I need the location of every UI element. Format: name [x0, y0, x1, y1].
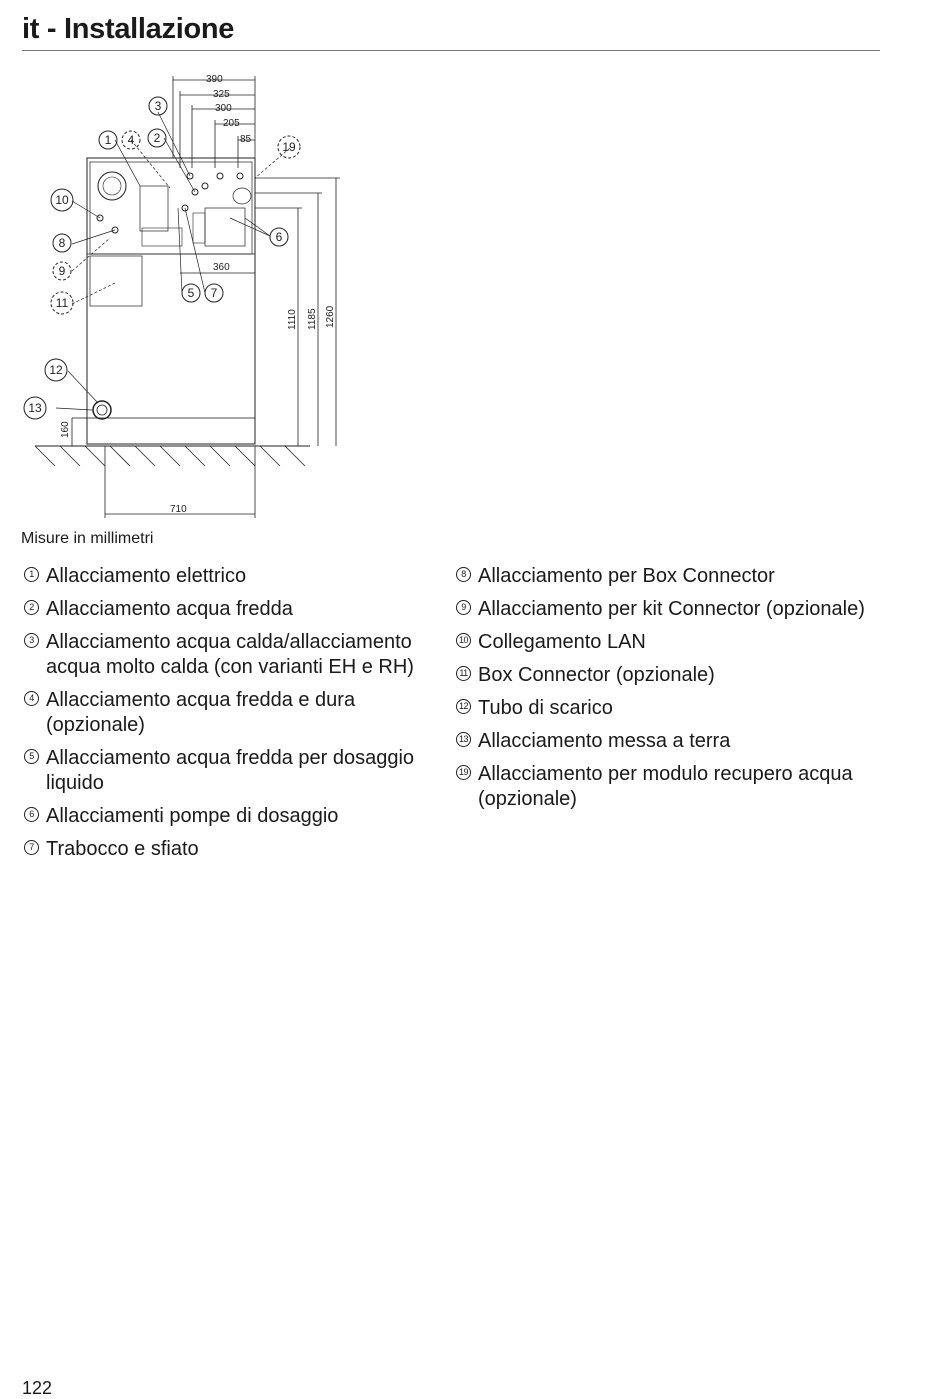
- dim-label-205: 205: [223, 118, 240, 129]
- legend-item: [24, 630, 449, 680]
- callout-5: [182, 284, 200, 302]
- callout-13: [24, 397, 46, 419]
- callout-1: [99, 131, 117, 149]
- legend-left: [24, 564, 449, 870]
- item-text: Collegamento LAN: [478, 631, 646, 653]
- item-text: Allacciamento acqua fredda per dosaggio liquido: [46, 747, 415, 794]
- figure-caption: Misure in millimetri: [21, 530, 154, 547]
- svg-text:11: 11: [55, 296, 69, 310]
- item-text: Allacciamenti pompe di dosaggio: [46, 805, 339, 827]
- legend-item: [24, 597, 449, 622]
- callouts: [24, 97, 300, 419]
- item-number: 2: [24, 600, 39, 615]
- callout-9: [53, 262, 71, 280]
- item-text: Allacciamento acqua calda/allacciamento acqua molto calda (con varianti EH e RH): [46, 631, 414, 678]
- dim-label-85: 85: [240, 134, 252, 145]
- legend-item: [24, 804, 449, 829]
- callout-7: [205, 284, 223, 302]
- legend-item: [456, 762, 886, 812]
- callout-10: [51, 189, 73, 211]
- item-text: Allacciamento per Box Connector: [478, 565, 775, 587]
- item-text: Allacciamento per modulo recupero acqua (opzionale): [478, 763, 853, 810]
- callout-11: [51, 292, 73, 314]
- item-number: 10: [456, 633, 471, 648]
- item-number: 5: [24, 749, 39, 764]
- callout-3: [149, 97, 167, 115]
- dim-label-390: 390: [206, 74, 223, 85]
- svg-text:13: 13: [28, 401, 42, 415]
- item-number: 9: [456, 600, 471, 615]
- legend-item: [24, 564, 449, 589]
- item-text: Allacciamento messa a terra: [478, 730, 731, 752]
- svg-text:2: 2: [153, 131, 161, 145]
- item-text: Allacciamento acqua fredda: [46, 598, 293, 620]
- legend-item: [456, 630, 886, 655]
- appliance-body: [87, 158, 255, 444]
- item-number: 6: [24, 807, 39, 822]
- callout-8: [53, 234, 71, 252]
- legend-item: [456, 696, 886, 721]
- item-text: Tubo di scarico: [478, 697, 613, 719]
- svg-text:7: 7: [210, 286, 218, 300]
- callout-6: [270, 228, 288, 246]
- legend-item: [456, 564, 886, 589]
- item-number: 4: [24, 691, 39, 706]
- item-text: Allacciamento elettrico: [46, 565, 247, 587]
- svg-text:8: 8: [58, 236, 66, 250]
- dim-label-710: 710: [170, 504, 187, 515]
- svg-text:6: 6: [275, 230, 283, 244]
- svg-text:1: 1: [104, 133, 112, 147]
- dim-label-360: 360: [213, 262, 230, 273]
- item-number: 3: [24, 633, 39, 648]
- svg-text:5: 5: [187, 286, 195, 300]
- item-number: 8: [456, 567, 471, 582]
- item-number: 1: [24, 567, 39, 582]
- legend-item: [24, 746, 449, 796]
- svg-text:4: 4: [127, 133, 135, 147]
- svg-text:3: 3: [154, 99, 162, 113]
- floor-hatch: [35, 446, 310, 466]
- item-text: Trabocco e sfiato: [46, 838, 199, 860]
- svg-text:10: 10: [55, 193, 69, 207]
- callout-12: [45, 359, 67, 381]
- callout-2: [148, 129, 166, 147]
- dim-label-1110: 1110: [287, 309, 298, 330]
- item-text: Box Connector (opzionale): [478, 664, 715, 686]
- item-number: 19: [456, 765, 471, 780]
- dim-label-325: 325: [213, 89, 230, 100]
- callout-4: [122, 131, 140, 149]
- page-title: it - Installazione: [22, 13, 235, 45]
- item-text: Allacciamento per kit Connector (opzionale): [478, 598, 865, 620]
- dim-label-1185: 1185: [307, 308, 318, 330]
- item-text: Allacciamento acqua fredda e dura (opzionale): [46, 689, 356, 736]
- legend-right: [456, 564, 886, 820]
- page-header: [22, 10, 880, 51]
- item-number: 7: [24, 840, 39, 855]
- page-number: 122: [22, 1378, 53, 1398]
- legend-item: [456, 663, 886, 688]
- svg-text:9: 9: [58, 264, 66, 278]
- dim-label-300: 300: [215, 103, 232, 114]
- legend-item: [24, 837, 449, 862]
- legend-item: [456, 729, 886, 754]
- legend-item: [24, 688, 449, 738]
- item-number: 11: [456, 666, 471, 681]
- dim-label-160: 160: [60, 421, 71, 438]
- callout-19: [278, 136, 300, 158]
- item-number: 13: [456, 732, 471, 747]
- dim-label-1260: 1260: [325, 305, 336, 328]
- installation-dimension-diagram: [20, 68, 360, 523]
- svg-text:19: 19: [282, 140, 296, 154]
- svg-text:12: 12: [49, 363, 63, 377]
- legend-item: [456, 597, 886, 622]
- item-number: 12: [456, 699, 471, 714]
